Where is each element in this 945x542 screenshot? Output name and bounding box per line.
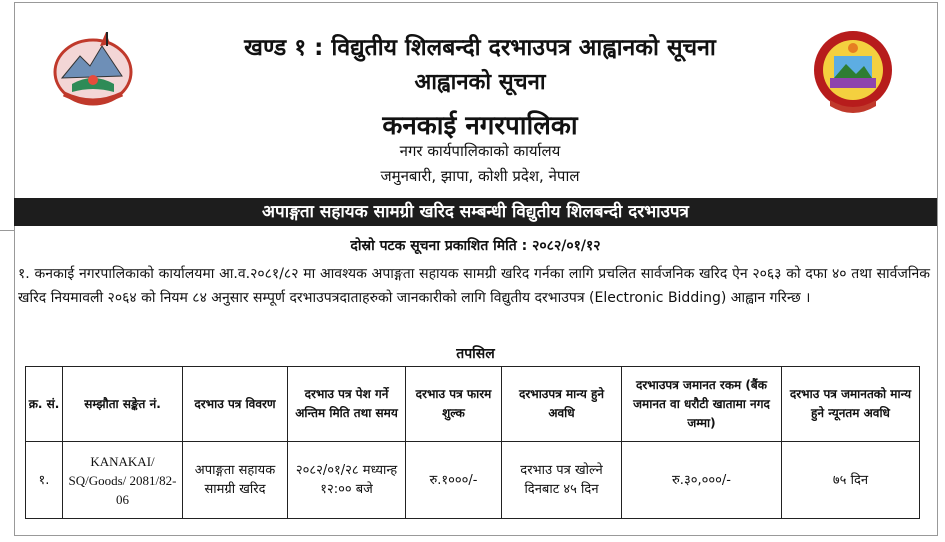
cell-form-fee: रु.१०००/-	[406, 442, 502, 519]
bid-details-table	[25, 366, 920, 519]
table-title: तपसिल	[456, 346, 495, 362]
divider	[0, 230, 14, 231]
notice-subheading: आह्वानको सूचना	[414, 70, 546, 95]
notice-heading: खण्ड १ : विद्युतीय शिलबन्दी दरभाउपत्र आह्वानको सूचना	[244, 35, 716, 61]
table-row	[26, 442, 920, 519]
procurement-banner: अपाङ्गता सहायक सामग्री खरिद सम्बन्धी विद्युतीय शिलबन्दी दरभाउपत्र	[14, 198, 937, 226]
cell-bid-security: रु.३०,०००/-	[622, 442, 782, 519]
header-contract-id: सम्झौता सङ्केत नं.	[63, 367, 183, 442]
header-form-fee: दरभाउ पत्र फारम शुल्क	[406, 367, 502, 442]
municipality-name: कनकाई नगरपालिका	[382, 111, 578, 141]
notice-paragraph: १. कनकाई नगरपालिकाको कार्यालयमा आ.व.२०८१/८२ मा आवश्यक अपाङ्गता सहायक सामग्री खरिद गर्नका लागि प्रचलित सार्वजनिक खरिद ऐन २०६३ को दफा ४० तथा सार्वजनिक खरिद नियमावली २०६४ को नियम ८४ अनुसार सम्पूर्ण दरभाउपत्रदाताहरुको जानकारीको लागि विद्युतीय दरभाउपत्र (Electronic Bidding) आह्वान गरिन्छ ।	[18, 266, 930, 306]
cell-bid-validity: दरभाउ पत्र खोल्ने दिनबाट ४५ दिन	[502, 442, 622, 519]
header-submission-deadline: दरभाउ पत्र पेश गर्ने अन्तिम मिति तथा समय	[288, 367, 406, 442]
publication-date: दोस्रो पटक सूचना प्रकाशित मिति : २०८२/०१/१२	[350, 238, 601, 254]
header-security-validity: दरभाउ पत्र जमानतको मान्य हुने न्यूनतम अवधि	[782, 367, 920, 442]
table-header-row	[26, 367, 920, 442]
header-bid-security: दरभाउपत्र जमानत रकम (बैंक जमानत वा धरौटी खातामा नगद जम्मा)	[622, 367, 782, 442]
cell-serial: १.	[26, 442, 63, 519]
office-name: नगर कार्यपालिकाको कार्यालय	[399, 142, 561, 160]
kanakai-municipality-logo-icon	[812, 26, 894, 122]
header-serial: क्र. सं.	[26, 367, 63, 442]
header-bid-validity: दरभाउपत्र मान्य हुने अवधि	[502, 367, 622, 442]
nepal-government-emblem-icon	[50, 28, 136, 108]
office-address: जमुनबारी, झापा, कोशी प्रदेश, नेपाल	[380, 167, 580, 185]
cell-contract-id: KANAKAI/ SQ/Goods/ 2081/82-06	[63, 442, 183, 519]
cell-submission-deadline: २०८२/०१/२८ मध्यान्ह १२:०० बजे	[288, 442, 406, 519]
cell-bid-description: अपाङ्गता सहायक सामग्री खरिद	[183, 442, 288, 519]
header-bid-description: दरभाउ पत्र विवरण	[183, 367, 288, 442]
cell-security-validity: ७५ दिन	[782, 442, 920, 519]
